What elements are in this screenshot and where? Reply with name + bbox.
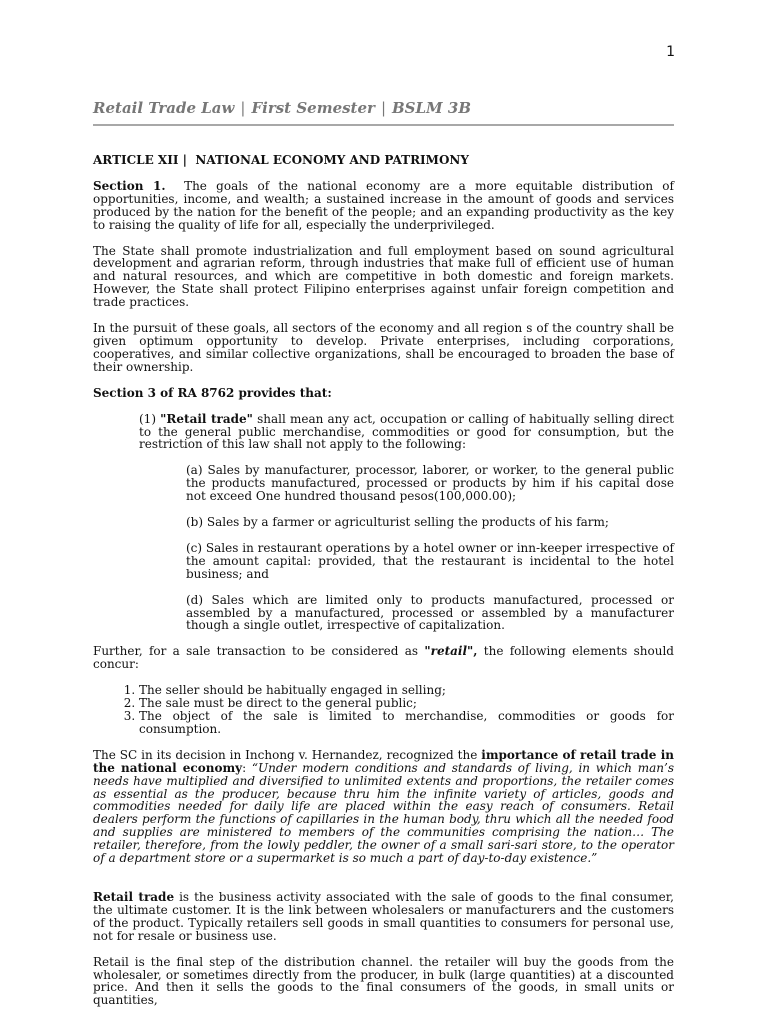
- header-separator: |: [380, 99, 386, 117]
- section-1-paragraph: [93, 180, 674, 232]
- article-title: ARTICLE XII | NATIONAL ECONOMY AND PATRIMONY: [93, 153, 469, 167]
- retail-trade-definition: [139, 413, 674, 452]
- definition-prefix: (1): [139, 411, 161, 426]
- pursuit-paragraph: In the pursuit of these goals, all sectors of the economy and all region s of the country shall be given optimum opportunity to develop. Private enterprises, including corporations, cooperatives, and similar collective organizations, shall be encouraged to broaden the base of their ownership.: [93, 321, 674, 374]
- section-3-title: [93, 387, 674, 400]
- list-item: 2. The sale must be direct to the general public;: [139, 697, 674, 710]
- header-course: Retail Trade Law: [93, 99, 235, 117]
- further-term: retail: [430, 644, 468, 659]
- retail-trade-term: Retail trade: [93, 889, 175, 904]
- further-quote-close: ",: [467, 644, 478, 659]
- retail-final-paragraph: Retail is the final step of the distribution channel. the retailer will buy the goods from the wholesaler, or sometimes directly from the producer, in bulk (large quantities) at a discounted price. And then it sells the goods to the final consumers of the goods, in small units or quantities,: [93, 954, 674, 1008]
- definition-text: shall mean any act, occupation or calling of habitually selling direct to the general public merchandise, commodities or good for consumption, but the restriction of this law shall not apply to the following:: [139, 411, 674, 452]
- section-1-label: Section 1.: [93, 178, 166, 193]
- retail-trade-text: is the business activity associated with the sale of goods to the final consumer, the ultimate customer. It is the link between wholesalers or manufacturers and the customers of the product. Typically retailers sell goods in small quantities to consumers for personal use, not for resale or business use.: [93, 889, 674, 943]
- further-quote-open: ": [424, 644, 431, 659]
- state-paragraph: The State shall promote industrialization and full employment based on sound agricultural development and agrarian reform, through industries that make full of efficient use of human and natural resources, and which are competitive in both domestic and foreign markets. However, the State shall protect Filipino enterprises against unfair foreign competition and trade practices.: [93, 243, 674, 310]
- page-number: 1: [666, 44, 675, 60]
- exception-d: (d) Sales which are limited only to products manufactured, processed or assembled by a manufactured, processed or assembled by a manufacturer though a single outlet, irrespective of capitalization.: [186, 592, 674, 633]
- further-before: Further, for a sale transaction to be considered as: [93, 644, 425, 659]
- retail-trade-paragraph: [93, 891, 674, 943]
- sc-colon: :: [242, 760, 252, 775]
- definition-term: "Retail trade": [160, 411, 253, 426]
- exception-b: (b) Sales by a farmer or agriculturist selling the products of his farm;: [186, 515, 609, 530]
- header-section: BSLM 3B: [392, 99, 471, 117]
- list-item: 1. The seller should be habitually engaged in selling;: [139, 684, 674, 697]
- sc-before: The SC in its decision in Inchong v. Hernandez, recognized the: [93, 747, 482, 762]
- elements-list: [93, 684, 674, 736]
- sc-decision-paragraph: [93, 749, 674, 865]
- section-3-title-text: Section 3 of RA 8762 provides that:: [93, 385, 332, 400]
- sc-bold: importance of retail trade in the national economy: [93, 747, 674, 775]
- document-body: [93, 154, 674, 1020]
- exception-a: (a) Sales by manufacturer, processor, laborer, or worker, to the general public the products manufactured, processed or products by him if his capital dose not exceed One hundred thousand pesos(100,000.00);: [186, 463, 674, 504]
- further-paragraph: [93, 645, 674, 671]
- list-item: 3. The object of the sale is limited to merchandise, commodities or goods for consumption.: [139, 710, 674, 736]
- header-semester: First Semester: [251, 99, 375, 117]
- sc-quote: “Under modern conditions and standards of living, in which man’s needs have multiplied and diversified to unlimited extents and proportions, the retailer comes as essential as the producer, because thru him the infinite variety of articles, goods and commodities needed for daily life are placed within the easy reach of consumers. Retail dealers perform the functions of capillaries in the human body, thru which all the needed food and supplies are ministered to members of the communities comprising the nation… The retailer, therefore, from the lowly peddler, the owner of a small sari-sari store, to the operator of a department store or a supermarket is so much a part of day-to-day existence.”: [93, 760, 675, 866]
- section-1-text: The goals of the national economy are a more equitable distribution of opportunities, income, and wealth; a sustained increase in the amount of goods and services produced by the nation for the benefit of the people; and an expanding productivity as the key to raising the quality of life for all, especially the underprivileged.: [93, 178, 674, 232]
- header-separator: |: [240, 99, 246, 117]
- further-after: the following elements should concur:: [93, 644, 674, 672]
- exception-c: (c) Sales in restaurant operations by a hotel owner or inn-keeper irrespective of the amount capital: provided, that the restaurant is incidental to the hotel business; and: [186, 540, 674, 581]
- running-header: [93, 99, 674, 126]
